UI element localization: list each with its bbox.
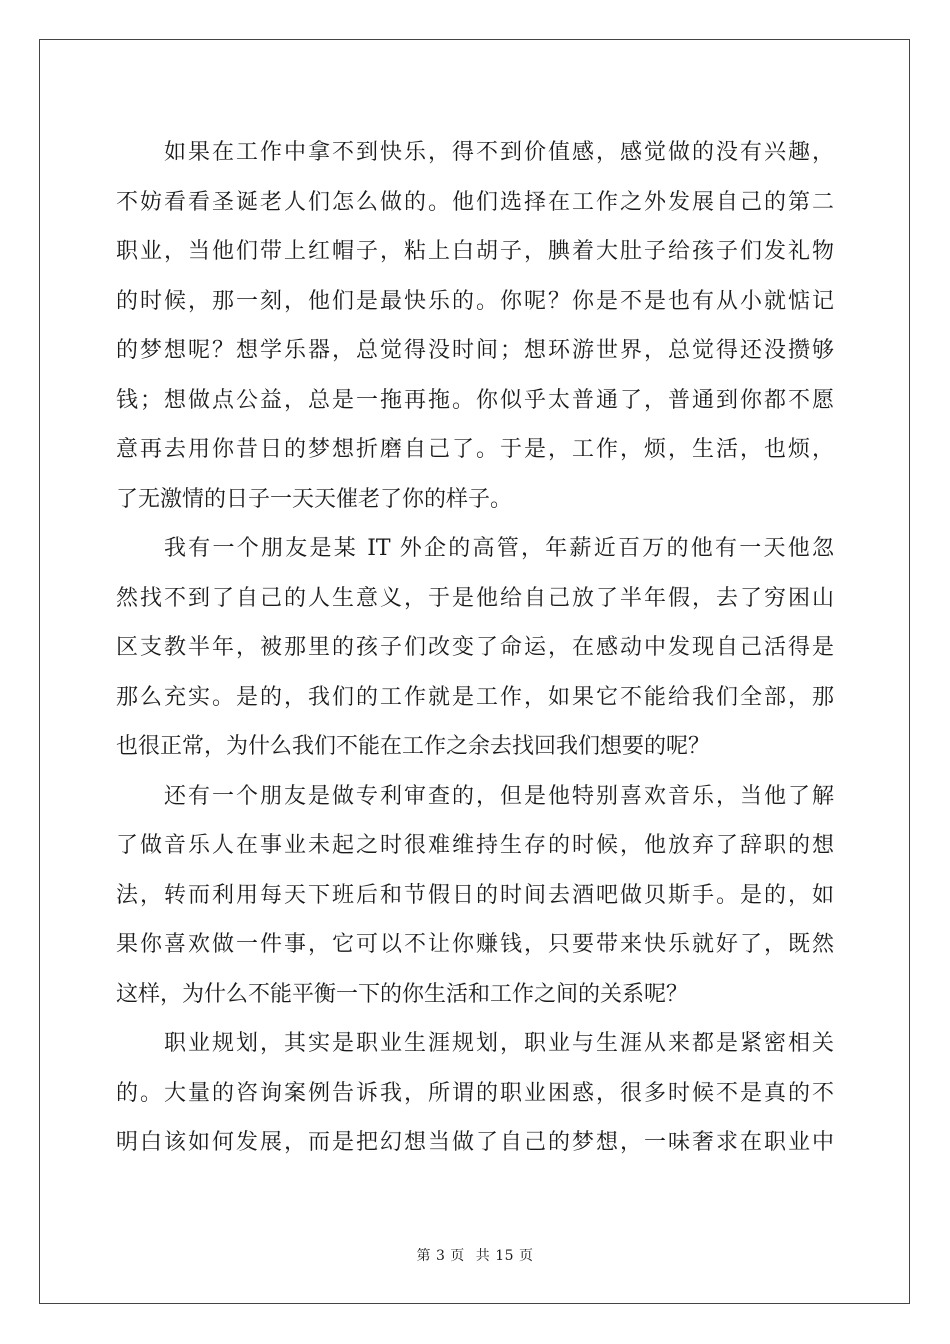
text-line: 了做音乐人在事业未起之时很难维持生存的时候，他放弃了辞职的想 [116,833,834,858]
page-number: 第 3 页 [416,1248,465,1264]
text-line: 我有一个朋友是某 IT 外企的高管，年薪近百万的他有一天他忽 [164,536,834,561]
text-line: 果你喜欢做一件事，它可以不让你赚钱，只要带来快乐就好了，既然 [116,932,834,957]
text-line: 还有一个朋友是做专利审查的，但是他特别喜欢音乐，当他了解 [164,783,834,809]
text-line: 了无激情的日子一天天催老了你的样子。 [116,486,513,512]
text-line: 区支教半年，被那里的孩子们改变了命运，在感动中发现自己活得是 [116,635,834,660]
text-line: 如果在工作中拿不到快乐，得不到价值感，感觉做的没有兴趣， [164,140,834,165]
text-line: 那么充实。是的，我们的工作就是工作，如果它不能给我们全部，那 [116,684,834,710]
paragraph [116,128,834,524]
text-line: 职业，当他们带上红帽子，粘上白胡子，腆着大肚子给孩子们发礼物 [116,239,834,264]
text-line: 明白该如何发展，而是把幻想当做了自己的梦想，一味奢求在职业中 [116,1130,834,1155]
paragraph [116,772,834,1020]
text-line: 这样，为什么不能平衡一下的你生活和工作之间的关系呢？ [116,981,689,1007]
text-line: 的。大量的咨询案例告诉我，所谓的职业困惑，很多时候不是真的不 [116,1080,834,1106]
page-total: 共 15 页 [475,1248,534,1264]
text-line: 然找不到了自己的人生意义，于是他给自己放了半年假，去了穷困山 [116,585,834,611]
document-body [116,128,834,1168]
text-line: 的时候，那一刻，他们是最快乐的。你呢？你是不是也有从小就惦记 [116,288,834,314]
paragraph [116,1019,834,1168]
text-line: 意再去用你昔日的梦想折磨自己了。于是，工作，烦，生活，也烦， [116,437,834,462]
text-line: 的梦想呢？想学乐器，总觉得没时间；想环游世界，总觉得还没攒够 [116,338,834,363]
text-line: 法，转而利用每天下班后和节假日的时间去酒吧做贝斯手。是的，如 [116,882,834,908]
text-line: 钱；想做点公益，总是一拖再拖。你似乎太普通了，普通到你都不愿 [116,387,834,413]
text-line: 也很正常，为什么我们不能在工作之余去找回我们想要的呢？ [116,734,711,759]
text-line: 职业规划，其实是职业生涯规划，职业与生涯从来都是紧密相关 [164,1031,834,1056]
paragraph [116,524,834,772]
text-line: 不妨看看圣诞老人们怎么做的。他们选择在工作之外发展自己的第二 [116,189,834,215]
page-footer [0,1245,950,1265]
